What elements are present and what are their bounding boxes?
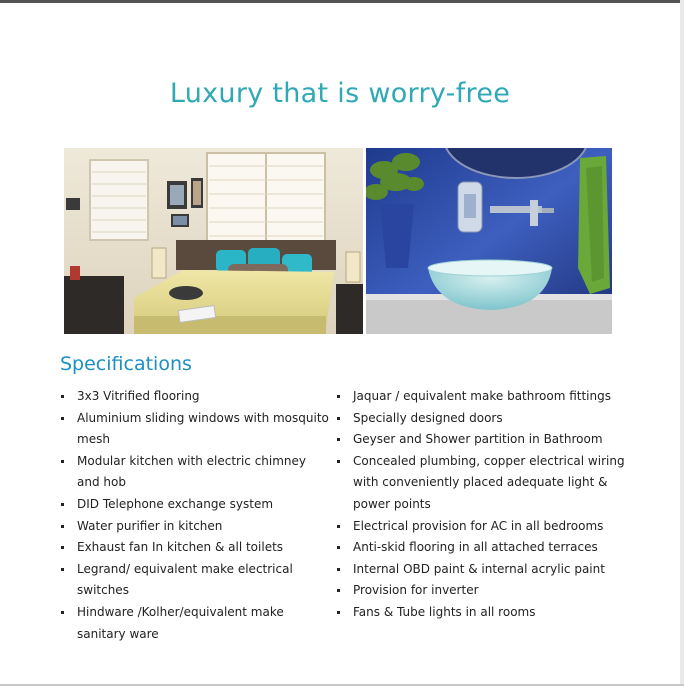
spec-list-left: [60, 386, 330, 645]
spec-item: Jaquar / equivalent make bathroom fittings: [336, 386, 636, 408]
spec-item: Concealed plumbing, copper electrical wiring with conveniently placed adequate light & power points: [336, 451, 636, 516]
bedroom-illustration: [64, 148, 363, 334]
spec-item: Internal OBD paint & internal acrylic paint: [336, 559, 636, 581]
bathroom-photo: [366, 148, 612, 334]
spec-item: 3x3 Vitrified flooring: [60, 386, 330, 408]
spec-list-right: [336, 386, 636, 624]
spec-item: Geyser and Shower partition in Bathroom: [336, 429, 636, 451]
spec-item: Specially designed doors: [336, 408, 636, 430]
bedroom-photo: [64, 148, 363, 334]
spec-item: Legrand/ equivalent make electrical switches: [60, 559, 330, 602]
spec-item: DID Telephone exchange system: [60, 494, 330, 516]
right-edge: [680, 0, 684, 686]
spec-item: Exhaust fan In kitchen & all toilets: [60, 537, 330, 559]
page-title: Luxury that is worry-free: [169, 78, 511, 109]
spec-item: Modular kitchen with electric chimney and hob: [60, 451, 330, 494]
spec-item: Anti-skid flooring in all attached terraces: [336, 537, 636, 559]
spec-item: Water purifier in kitchen: [60, 516, 330, 538]
top-border: [0, 0, 684, 3]
spec-item: Provision for inverter: [336, 580, 636, 602]
spec-item: Aluminium sliding windows with mosquito mesh: [60, 408, 330, 451]
spec-item: Fans & Tube lights in all rooms: [336, 602, 636, 624]
section-title-specifications: Specifications: [60, 353, 192, 375]
spec-item: Hindware /Kolher/equivalent make sanitary ware: [60, 602, 330, 645]
bathroom-illustration: [366, 148, 612, 334]
spec-item: Electrical provision for AC in all bedrooms: [336, 516, 636, 538]
